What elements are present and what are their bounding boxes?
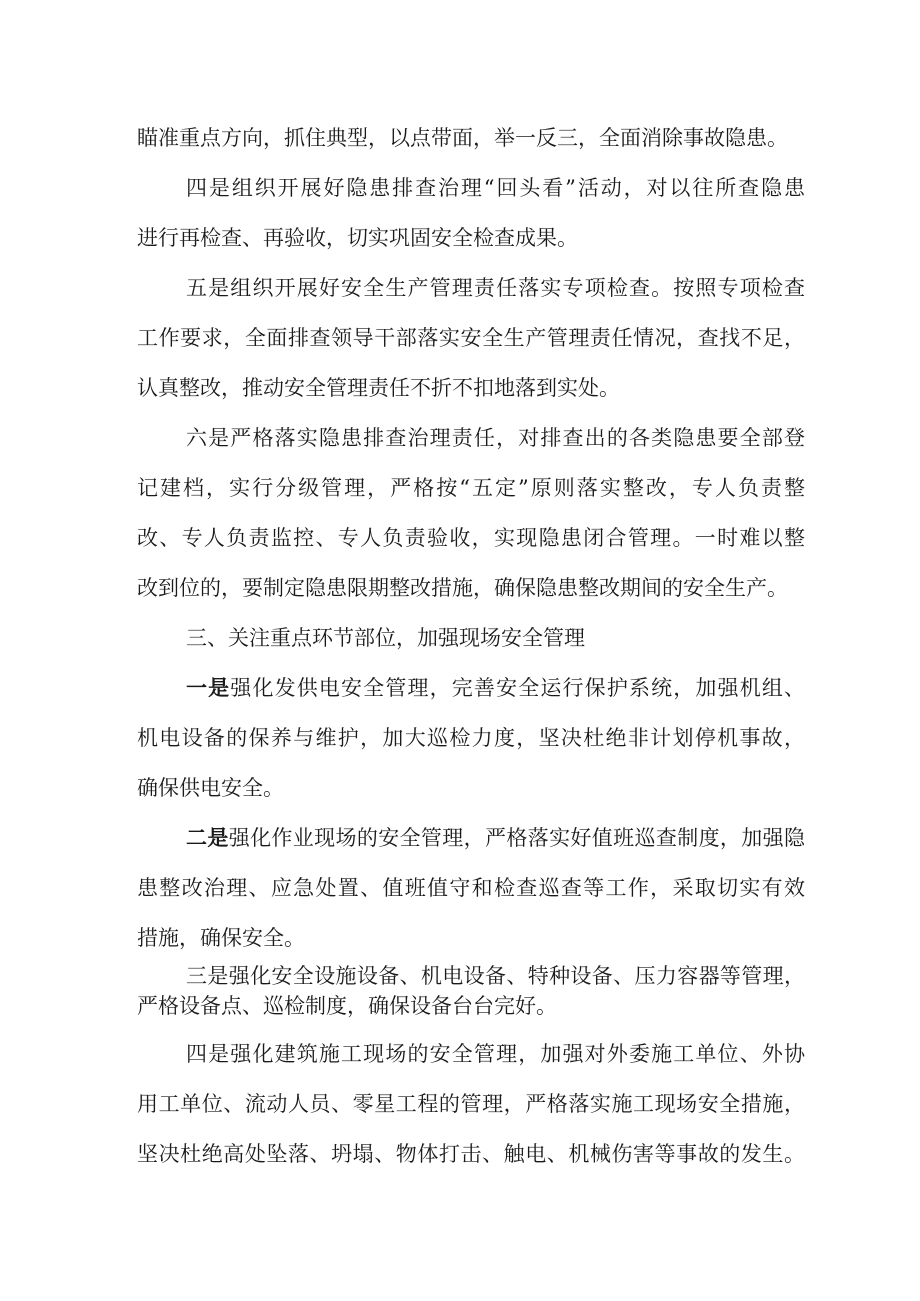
item-1-line-2: 机电设备的保养与维护，加大巡检力度，坚决杜绝非计划停机事故， — [137, 726, 805, 750]
paragraph-6-line-3: 改、专人负责监控、专人负责验收，实现隐患闭合管理。一时难以整 — [137, 526, 805, 550]
paragraph-5-line-3: 认真整改，推动安全管理责任不折不扣地落到实处。 — [137, 376, 620, 400]
item-4-line-3: 坚决杜绝高处坠落、坍塌、物体打击、触电、机械伤害等事故的发生。 — [137, 1142, 805, 1166]
paragraph-5-line-1: 五是组织开展好安全生产管理责任落实专项检查。按照专项检查 — [186, 276, 805, 300]
paragraph-6-line-4: 改到位的，要制定隐患限期整改措施，确保隐患整改期间的安全生产。 — [137, 576, 788, 600]
item-2-line-1 — [186, 823, 805, 853]
paragraph-4-line-1: 四是组织开展好隐患排查治理“回头看”活动，对以往所查隐患 — [186, 176, 805, 200]
item-1-lead: 一是 — [186, 676, 231, 700]
item-3-line-1: 三是强化安全设施设备、机电设备、特种设备、压力容器等管理， — [186, 964, 805, 988]
item-1-line-1 — [186, 673, 805, 703]
paragraph-6-line-1: 六是严格落实隐患排查治理责任，对排查出的各类隐患要全部登 — [186, 426, 805, 450]
item-4-line-2: 用工单位、流动人员、零星工程的管理，严格落实施工现场安全措施， — [137, 1092, 805, 1116]
paragraph-6-line-2: 记建档，实行分级管理，严格按“五定”原则落实整改，专人负责整 — [137, 476, 805, 500]
item-2-line-2: 患整改治理、应急处置、值班值守和检查巡查等工作，采取切实有效 — [137, 876, 805, 900]
item-1-line-3: 确保供电安全。 — [137, 776, 284, 800]
item-1-text: 强化发供电安全管理，完善安全运行保护系统，加强机组、 — [230, 676, 805, 700]
section-heading: 三、关注重点环节部位，加强现场安全管理 — [186, 626, 585, 650]
item-2-text: 强化作业现场的安全管理，严格落实好值班巡查制度，加强隐 — [228, 826, 805, 850]
item-4-line-1: 四是强化建筑施工现场的安全管理，加强对外委施工单位、外协 — [186, 1042, 805, 1066]
item-2-line-3: 措施，确保安全。 — [137, 926, 305, 950]
paragraph-5-line-2: 工作要求，全面排查领导干部落实安全生产管理责任情况，查找不足， — [137, 326, 805, 350]
paragraph-4-line-2: 进行再检查、再验收，切实巩固安全检查成果。 — [137, 226, 578, 250]
text-line: 瞄准重点方向，抓住典型，以点带面，举一反三，全面消除事故隐患。 — [137, 126, 788, 150]
item-2-lead: 二是 — [186, 826, 229, 850]
item-3-line-2: 严格设备点、巡检制度，确保设备台台完好。 — [137, 994, 557, 1018]
